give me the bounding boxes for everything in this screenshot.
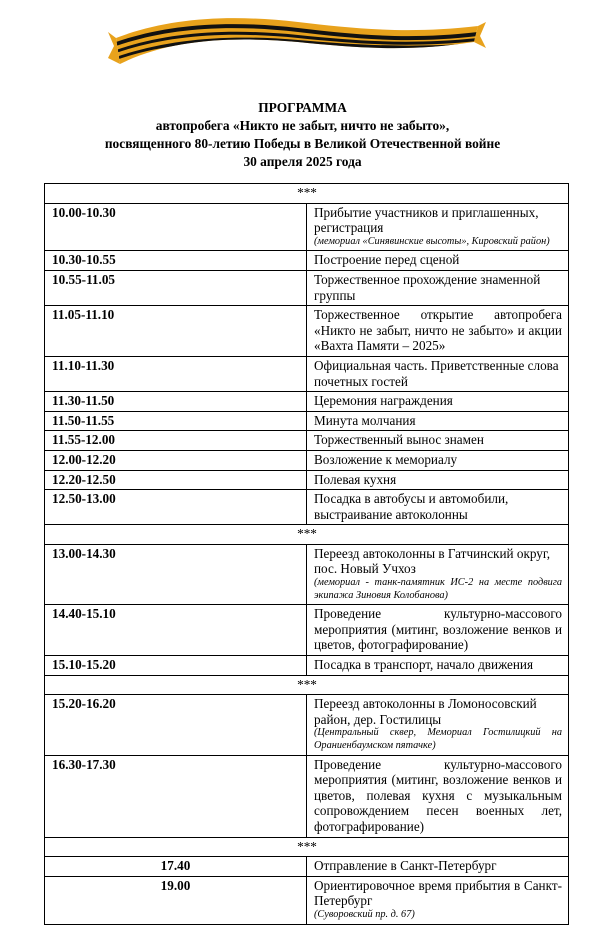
program-header bbox=[0, 99, 605, 171]
table-row bbox=[45, 755, 569, 837]
separator: *** bbox=[45, 837, 569, 857]
table-row bbox=[45, 431, 569, 451]
table-row bbox=[45, 490, 569, 525]
activity-text: Проведение культурно-массового мероприятия (митинг, возложение венков и цветов, полевая кухня с музыкальным сопровождением песен военных лет, фотографирование) bbox=[314, 756, 562, 834]
time-cell: 10.30-10.55 bbox=[45, 251, 307, 271]
time-cell: 12.50-13.00 bbox=[45, 490, 307, 525]
time-cell: 15.20-16.20 bbox=[45, 695, 307, 755]
time-cell: 16.30-17.30 bbox=[45, 755, 307, 837]
separator-row bbox=[45, 675, 569, 695]
time-cell: 11.05-11.10 bbox=[45, 306, 307, 357]
table-row bbox=[45, 876, 569, 924]
activity-cell: Торжественный вынос знамен bbox=[307, 431, 569, 451]
table-row bbox=[45, 470, 569, 490]
activity-cell: Возложение к мемориалу bbox=[307, 450, 569, 470]
activity-cell: Отправление в Санкт-Петербург bbox=[307, 857, 569, 877]
time-cell: 11.55-12.00 bbox=[45, 431, 307, 451]
activity-note: (мемориал «Синявинские высоты», Кировский район) bbox=[314, 235, 550, 247]
activity-cell: Церемония награждения bbox=[307, 392, 569, 412]
table-row bbox=[45, 605, 569, 656]
separator-row bbox=[45, 525, 569, 545]
activity-cell bbox=[307, 306, 569, 357]
activity-text: Переезд автоколонны в Гатчинский округ, пос. Новый Учхоз bbox=[314, 545, 551, 577]
header-date: 30 апреля 2025 года bbox=[243, 154, 362, 169]
activity-cell: Официальная часть. Приветственные слова почетных гостей bbox=[307, 356, 569, 391]
table-row bbox=[45, 544, 569, 604]
activity-cell bbox=[307, 876, 569, 924]
time-cell: 19.00 bbox=[45, 876, 307, 924]
header-event-name: автопробега «Никто не забыт, ничто не забыто», bbox=[155, 118, 450, 133]
separator: *** bbox=[45, 184, 569, 204]
separator: *** bbox=[45, 525, 569, 545]
time-cell: 11.50-11.55 bbox=[45, 411, 307, 431]
time-cell: 12.00-12.20 bbox=[45, 450, 307, 470]
activity-cell bbox=[307, 544, 569, 604]
header-dedication: посвященного 80-летию Победы в Великой Отечественной войне bbox=[104, 136, 501, 151]
activity-note: (Суворовский пр. д. 67) bbox=[314, 908, 415, 920]
time-cell: 14.40-15.10 bbox=[45, 605, 307, 656]
table-row bbox=[45, 392, 569, 412]
activity-cell: Минута молчания bbox=[307, 411, 569, 431]
st-george-ribbon-image bbox=[108, 12, 486, 74]
table-row bbox=[45, 203, 569, 251]
table-row bbox=[45, 356, 569, 391]
activity-text: Проведение культурно-массового мероприятия (митинг, возложение венков и цветов, фотографирование) bbox=[314, 606, 562, 653]
table-row bbox=[45, 695, 569, 755]
activity-cell: Полевая кухня bbox=[307, 470, 569, 490]
activity-cell: Посадка в автобусы и автомобили, выстраивание автоколонны bbox=[307, 490, 569, 525]
activity-cell bbox=[307, 695, 569, 755]
table-row bbox=[45, 656, 569, 676]
activity-note: (мемориал - танк-памятник ИС-2 на месте подвига экипажа Зиновия Колобанова) bbox=[314, 577, 562, 601]
activity-text: Прибытие участников и приглашенных, регистрация bbox=[314, 204, 539, 236]
activity-text: Переезд автоколонны в Ломоносовский район, дер. Гостилицы bbox=[314, 696, 537, 727]
table-row bbox=[45, 411, 569, 431]
time-cell: 11.30-11.50 bbox=[45, 392, 307, 412]
activity-cell bbox=[307, 203, 569, 251]
time-cell: 17.40 bbox=[45, 857, 307, 877]
activity-text: Торжественное открытие автопробега «Никто не забыт, ничто не забыто» и акции «Вахта Памяти – 2025» bbox=[314, 307, 562, 354]
separator-row bbox=[45, 184, 569, 204]
activity-cell: Посадка в транспорт, начало движения bbox=[307, 656, 569, 676]
table-row bbox=[45, 857, 569, 877]
time-cell: 13.00-14.30 bbox=[45, 544, 307, 604]
table-row bbox=[45, 270, 569, 305]
schedule-table bbox=[44, 183, 569, 925]
time-cell: 15.10-15.20 bbox=[45, 656, 307, 676]
time-cell: 10.00-10.30 bbox=[45, 203, 307, 251]
activity-cell: Торжественное прохождение знаменной группы bbox=[307, 270, 569, 305]
activity-cell: Построение перед сценой bbox=[307, 251, 569, 271]
header-title: ПРОГРАММА bbox=[258, 100, 347, 115]
time-cell: 10.55-11.05 bbox=[45, 270, 307, 305]
time-cell: 12.20-12.50 bbox=[45, 470, 307, 490]
table-row bbox=[45, 251, 569, 271]
activity-cell bbox=[307, 605, 569, 656]
time-cell: 11.10-11.30 bbox=[45, 356, 307, 391]
separator-row bbox=[45, 837, 569, 857]
table-row bbox=[45, 450, 569, 470]
separator: *** bbox=[45, 675, 569, 695]
activity-text: Ориентировочное время прибытия в Санкт-Петербург bbox=[314, 877, 562, 909]
activity-cell bbox=[307, 755, 569, 837]
activity-note: (Центральный сквер, Мемориал Гостилицкий на Ораниенбаумском пятачке) bbox=[314, 727, 562, 751]
table-row bbox=[45, 306, 569, 357]
